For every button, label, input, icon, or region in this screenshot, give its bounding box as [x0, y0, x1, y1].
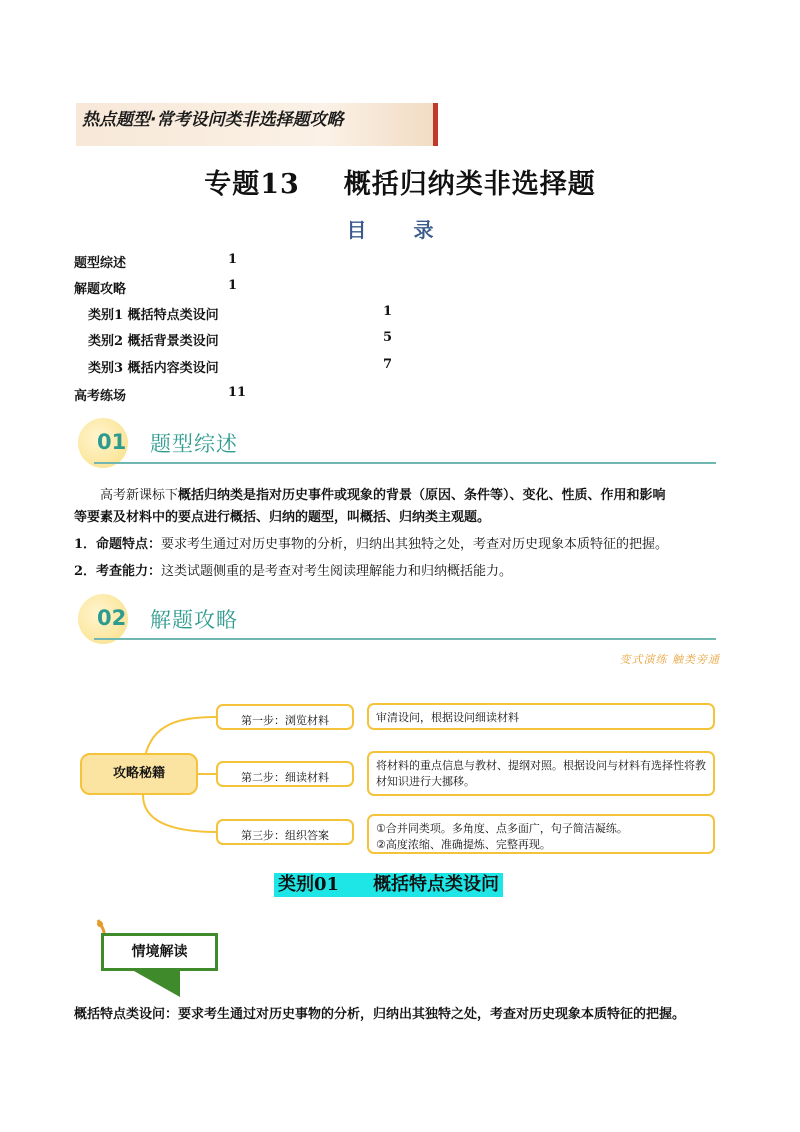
mindmap-step-2: 第二步：细读材料: [216, 761, 354, 787]
toc-item-label: 解题攻略: [74, 282, 127, 297]
overview-paragraph: [74, 485, 734, 529]
point-text: 要求考生通过对历史事物的分析，归纳出其独特之处，考查对历史现象本质特征的把握。: [161, 537, 669, 552]
toc-item-label: 类别1 概括特点类设问: [88, 308, 219, 323]
toc-item[interactable]: [88, 357, 219, 376]
toc-item-page: 1: [228, 278, 238, 293]
section-divider: [94, 638, 716, 640]
toc-item-label: 题型综述: [74, 256, 127, 271]
toc-item-label: 高考练场: [74, 389, 127, 404]
desc-line: 材知识进行大挪移。: [376, 775, 475, 788]
toc-item-label: 类别2 概括背景类设问: [88, 334, 219, 349]
toc-item[interactable]: [88, 330, 219, 349]
toc-item-page: 1: [228, 252, 238, 267]
section-divider: [94, 462, 716, 464]
header-banner: [76, 103, 438, 146]
mindmap-desc-1: [367, 703, 715, 730]
category-name: 概括特点类设问: [373, 874, 500, 895]
mindmap-step-3: 第三步：组织答案: [216, 819, 354, 845]
desc-line: ①合并同类项。多角度、点多面广，句子简洁凝练。: [376, 822, 628, 835]
toc-item[interactable]: [74, 252, 126, 271]
section-number: 02: [97, 606, 127, 630]
toc-item-page: 7: [383, 357, 393, 372]
mindmap-center: 攻略秘籍: [80, 753, 198, 795]
overview-intro: 高考新课标下: [100, 488, 179, 503]
topic-number: 专题13: [204, 169, 300, 200]
overview-definition-a: 概括归纳类是指对历史事件或现象的背景（原因、条件等）、变化、性质、作用和影响: [178, 488, 666, 503]
toc-item[interactable]: [74, 385, 126, 404]
section-label: 题型综述: [150, 432, 238, 456]
section-label: 解题攻略: [150, 608, 238, 632]
mindmap-desc-2: [367, 751, 715, 796]
toc-item-page: 1: [383, 304, 393, 319]
section-heading-strategy: [78, 594, 728, 644]
toc-heading: 目 录: [346, 218, 454, 242]
mindmap-desc-3: [367, 814, 715, 854]
connector-step-3: [143, 795, 217, 832]
toc-item-page: 5: [383, 330, 393, 345]
ornament-dot: [97, 921, 103, 927]
section-number: 01: [97, 430, 127, 454]
mindmap-step-1: 第一步：浏览材料: [216, 704, 354, 730]
overview-definition-b: 等要素及材料中的要点进行概括、归纳的题型，叫概括、归纳类主观题。: [74, 510, 491, 525]
strategy-tagline: 变式演练 触类旁通: [619, 653, 720, 666]
scene-reading-label: 情境解读: [101, 933, 218, 971]
point-text: 这类试题侧重的是考查对考生阅读理解能力和归纳概括能力。: [161, 564, 513, 579]
header-banner-text: 热点题型·常考设问类非选择题攻略: [82, 110, 344, 130]
toc-item[interactable]: [74, 278, 126, 297]
closing-paragraph: 概括特点类设问：要求考生通过对历史事物的分析，归纳出其独特之处，考查对历史现象本质特征的把握。: [74, 1007, 686, 1022]
toc-item-page: 11: [228, 385, 247, 400]
category-title: [274, 873, 503, 897]
desc-line: 将材料的重点信息与教材、提纲对照。根据设问与材料有选择性将教: [376, 759, 706, 772]
desc-line: ②高度浓缩、准确提炼、完整再现。: [376, 838, 551, 851]
desc-line: 审清设问，根据设问细读材料: [376, 711, 519, 724]
category-label: 类别01: [278, 874, 340, 895]
overview-point-1: [74, 534, 754, 556]
point-label: 1．命题特点：: [74, 537, 162, 552]
topic-name: 概括归纳类非选择题: [343, 169, 596, 200]
point-label: 2．考查能力：: [74, 564, 162, 579]
toc-item-label: 类别3 概括内容类设问: [88, 361, 219, 376]
ribbon-tail-icon: [134, 971, 180, 997]
overview-point-2: [74, 561, 754, 583]
toc-item[interactable]: [88, 304, 219, 323]
page-title: [0, 162, 800, 201]
section-heading-overview: [78, 418, 728, 468]
